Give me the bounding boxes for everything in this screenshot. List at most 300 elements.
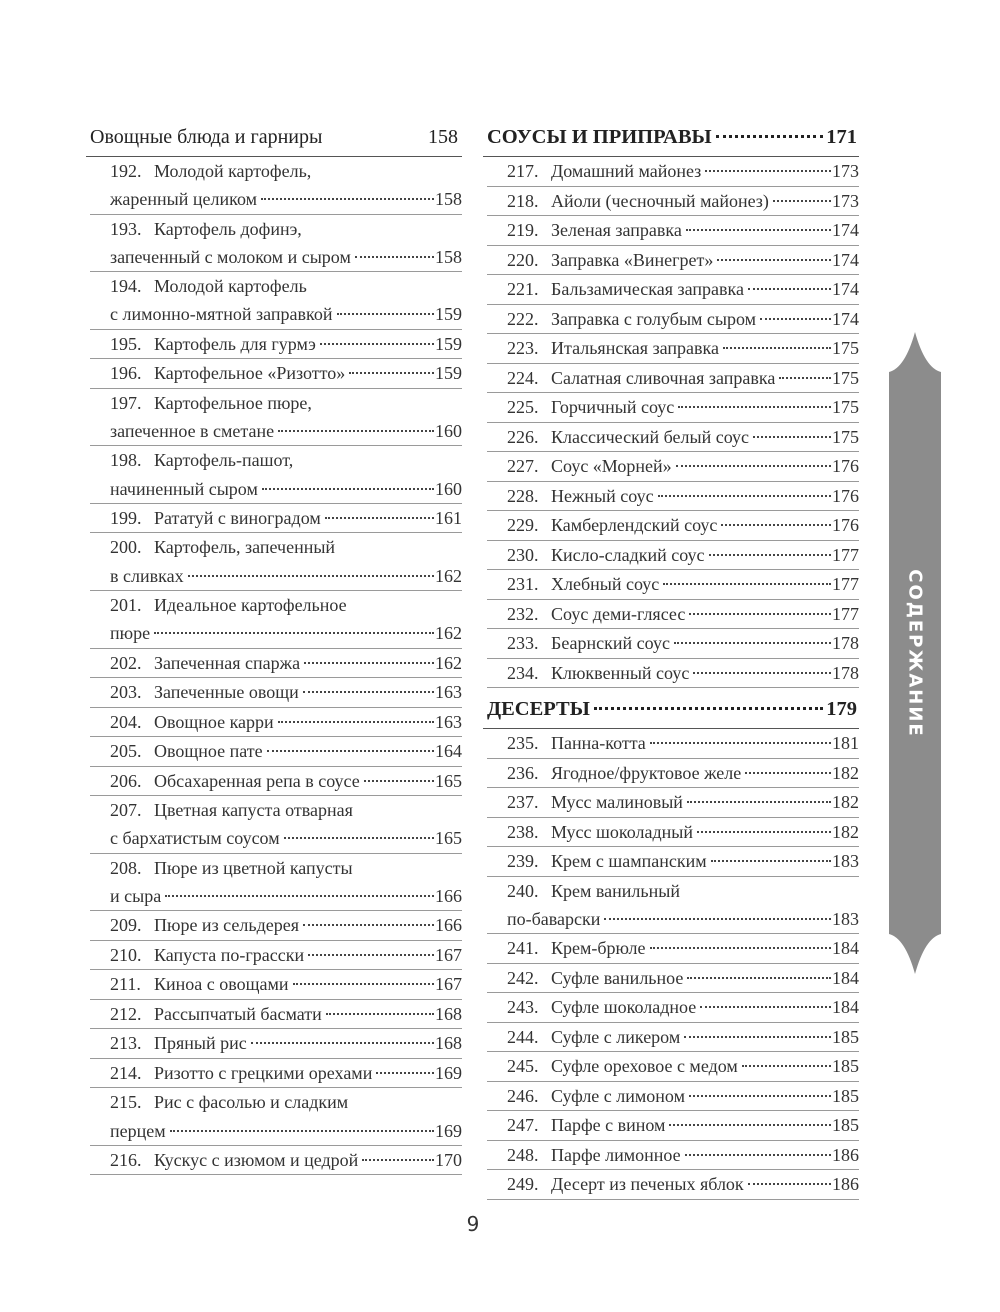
entry-title: Суфле с ликером (551, 1026, 681, 1047)
toc-entry (487, 482, 859, 512)
entry-title: Соус деми-глясес (551, 603, 686, 624)
toc-entry-line (507, 729, 859, 758)
entry-number: 206. (110, 770, 142, 791)
toc-entry-line (507, 759, 859, 788)
toc-entry (487, 334, 859, 364)
dot-leader (687, 977, 831, 979)
dot-leader (337, 313, 434, 315)
entry-title: Мусс малиновый (551, 792, 683, 812)
entry-number: 202. (110, 652, 142, 673)
toc-entry (487, 1052, 859, 1082)
dot-leader (689, 1095, 831, 1097)
entry-title: по-баварски (507, 908, 601, 929)
dot-leader (721, 524, 831, 526)
dot-leader (773, 200, 831, 202)
entry-number: 230. (507, 544, 539, 565)
entry-title: Овощное пате (154, 741, 263, 762)
entry-title: Рис с фасолью и сладким (154, 1092, 349, 1113)
entry-number: 228. (507, 485, 539, 506)
toc-entry-line (110, 767, 462, 796)
toc-entry-line (110, 417, 462, 445)
section-title: СОУСЫ И ПРИПРАВЫ (487, 126, 712, 148)
entry-number: 210. (110, 944, 142, 965)
entry-title: Суфле шоколадное (551, 997, 697, 1018)
toc-entry (487, 1111, 859, 1141)
toc-entry (90, 330, 462, 360)
entry-title: Бальзамическая заправка (551, 279, 744, 299)
dot-leader (251, 1042, 434, 1044)
dot-leader (650, 947, 831, 949)
entry-page: 178 (832, 633, 859, 653)
entry-number: 207. (110, 800, 142, 821)
toc-right-column (487, 124, 857, 1200)
entry-number: 195. (110, 333, 142, 354)
entry-title: Кускус с изюмом и цедрой (154, 1149, 359, 1170)
entry-title: Крем ванильный (551, 880, 680, 901)
toc-entry-line (507, 1111, 859, 1140)
entry-page: 170 (435, 1149, 462, 1170)
entry-title: Парфе лимонное (551, 1144, 681, 1165)
dot-leader (650, 742, 831, 744)
section-page: 171 (826, 126, 857, 148)
entry-number: 223. (507, 338, 539, 358)
entry-number: 192. (110, 161, 142, 181)
entry-page: 174 (832, 308, 859, 329)
entry-page: 186 (832, 1144, 859, 1165)
dot-leader (684, 1036, 831, 1038)
entry-page: 159 (435, 304, 462, 325)
section-title: ДЕСЕРТЫ (487, 698, 590, 720)
entry-page: 185 (832, 1115, 859, 1136)
toc-entry-line (110, 272, 462, 300)
dot-leader (293, 983, 435, 985)
toc-entry-line (507, 570, 859, 599)
entry-number: 217. (507, 161, 539, 181)
toc-entry (487, 452, 859, 482)
toc-entry-line (110, 300, 462, 328)
entry-title: перцем (110, 1120, 166, 1141)
entry-number: 215. (110, 1092, 142, 1113)
dot-leader (364, 780, 434, 782)
toc-entry-line (110, 157, 462, 185)
toc-entry (90, 389, 462, 447)
entry-number: 221. (507, 279, 539, 299)
section-page: 158 (428, 126, 458, 148)
toc-entry-list (483, 728, 859, 1200)
dot-leader (669, 1124, 831, 1126)
entry-title: жаренный целиком (110, 189, 258, 210)
dot-leader (376, 1072, 434, 1074)
entry-number: 196. (110, 363, 142, 384)
entry-number: 227. (507, 456, 539, 476)
dot-leader (326, 1013, 434, 1015)
entry-title: Домашний майонез (551, 161, 702, 181)
entry-title: Цветная капуста отварная (154, 800, 353, 821)
toc-entry-line (110, 1029, 462, 1058)
entry-number: 224. (507, 367, 539, 388)
toc-entry-line (507, 334, 859, 363)
toc-entry (487, 964, 859, 994)
toc-entry-line (507, 877, 859, 905)
entry-number: 203. (110, 682, 142, 703)
dot-leader (687, 801, 831, 803)
entry-page: 182 (832, 821, 859, 842)
toc-entry-line (507, 905, 859, 933)
dot-leader (697, 831, 831, 833)
entry-page: 163 (435, 711, 462, 732)
entry-title: Картофельное пюре, (154, 392, 312, 413)
entry-number: 199. (110, 507, 142, 528)
entry-title: Овощное карри (154, 711, 274, 732)
entry-number: 233. (507, 633, 539, 653)
dot-leader (284, 837, 434, 839)
toc-entry (487, 1170, 859, 1200)
entry-number: 248. (507, 1144, 539, 1165)
toc-entry-line (110, 389, 462, 417)
entry-page: 159 (435, 363, 462, 384)
dot-leader (278, 721, 434, 723)
entry-page: 185 (832, 1056, 859, 1077)
toc-entry-line (507, 1141, 859, 1170)
entry-title: Пюре из цветной капусты (154, 857, 353, 878)
entry-page: 185 (832, 1085, 859, 1106)
entry-page: 182 (832, 792, 859, 812)
toc-entry-line (507, 511, 859, 540)
entry-title: Картофель для гурмэ (154, 333, 316, 354)
entry-page: 167 (435, 944, 462, 965)
dot-leader (355, 256, 434, 258)
dot-leader (303, 924, 434, 926)
entry-number: 216. (110, 1149, 142, 1170)
toc-entry (487, 511, 859, 541)
toc-entry-line (507, 246, 859, 275)
entry-number: 245. (507, 1056, 539, 1077)
entry-page: 177 (832, 544, 859, 565)
dot-leader (188, 575, 434, 577)
toc-entry (90, 157, 462, 215)
toc-entry-list (483, 156, 859, 688)
entry-title: Салатная сливочная заправка (551, 367, 776, 388)
entry-number: 193. (110, 218, 142, 239)
entry-number: 194. (110, 276, 142, 297)
toc-entry-line (110, 591, 462, 619)
toc-entry-line (507, 1023, 859, 1052)
entry-page: 184 (832, 997, 859, 1018)
entry-title: Мусс шоколадный (551, 821, 693, 842)
dot-leader (154, 632, 434, 634)
entry-page: 178 (832, 662, 859, 683)
entry-number: 204. (110, 711, 142, 732)
entry-title: Картофель дофинэ, (154, 218, 302, 239)
toc-entry-line (110, 619, 462, 647)
entry-title: Панна-котта (551, 733, 646, 753)
entry-page: 163 (435, 682, 462, 703)
entry-title: запеченный с молоком и сыром (110, 246, 351, 267)
toc-entry-line (507, 216, 859, 245)
dot-leader (685, 1154, 831, 1156)
entry-title: Заправка с голубым сыром (551, 308, 757, 329)
entry-number: 231. (507, 574, 539, 594)
toc-entry (487, 1082, 859, 1112)
entry-page: 167 (435, 974, 462, 995)
entry-title: Крем-брюле (551, 938, 646, 959)
toc-entry-line (507, 847, 859, 876)
dot-leader (711, 860, 831, 862)
entry-title: Молодой картофель (154, 276, 307, 297)
toc-entry (487, 246, 859, 276)
toc-entry (487, 216, 859, 246)
dot-leader (594, 707, 823, 710)
toc-entry-line (507, 629, 859, 658)
toc-entry-line (110, 649, 462, 678)
entry-page: 165 (435, 828, 462, 849)
dot-leader (717, 259, 831, 261)
toc-entry-line (507, 1052, 859, 1081)
entry-page: 162 (435, 623, 462, 644)
entry-number: 198. (110, 450, 142, 471)
toc-entry-line (507, 1170, 859, 1199)
toc-entry (487, 788, 859, 818)
toc-entry (90, 359, 462, 389)
entry-number: 201. (110, 595, 142, 616)
entry-number: 208. (110, 857, 142, 878)
entry-number: 232. (507, 603, 539, 624)
entry-title: Нежный соус (551, 485, 654, 506)
entry-title: Киноа с овощами (154, 974, 289, 995)
page-number: 9 (466, 1212, 480, 1236)
toc-entry (90, 854, 462, 912)
toc-entry (90, 504, 462, 534)
entry-number: 209. (110, 915, 142, 936)
dot-leader (748, 288, 831, 290)
toc-entry (487, 877, 859, 935)
toc-entry-line (507, 187, 859, 216)
entry-number: 200. (110, 537, 142, 558)
toc-entry-line (110, 708, 462, 737)
entry-title: с лимонно-мятной заправкой (110, 304, 333, 325)
toc-entry (90, 970, 462, 1000)
dot-leader (723, 347, 831, 349)
toc-entry (90, 796, 462, 854)
dot-leader (779, 377, 831, 379)
entry-page: 158 (435, 189, 462, 210)
entry-page: 162 (435, 565, 462, 586)
entry-title: Рататуй с виноградом (154, 507, 321, 528)
dot-leader (705, 170, 831, 172)
entry-title: начиненный сыром (110, 478, 258, 499)
toc-entry-line (507, 934, 859, 963)
dot-leader (278, 430, 434, 432)
entry-title: Камберлендский соус (551, 515, 718, 535)
entry-title: Горчичный соус (551, 397, 675, 417)
dot-leader (261, 198, 434, 200)
toc-entry-line (507, 452, 859, 481)
toc-entry (90, 1088, 462, 1146)
toc-entry (487, 423, 859, 453)
entry-title: пюре (110, 623, 151, 644)
dot-leader (760, 318, 831, 320)
dot-leader (262, 488, 434, 490)
toc-entry (487, 659, 859, 689)
entry-title: и сыра (110, 886, 162, 907)
dot-leader (742, 1065, 831, 1067)
entry-page: 175 (832, 426, 859, 447)
entry-title: Айоли (чесночный майонез) (551, 190, 769, 211)
side-tab-label: СОДЕРЖАНИЕ (904, 568, 926, 738)
entry-title: Обсахаренная репа в соусе (154, 770, 360, 791)
dot-leader (716, 135, 824, 138)
toc-entry (90, 591, 462, 649)
entry-number: 219. (507, 220, 539, 240)
entry-number: 249. (507, 1174, 539, 1195)
toc-entry (90, 533, 462, 591)
toc-entry-line (110, 824, 462, 852)
toc-entry-line (507, 364, 859, 393)
entry-page: 166 (435, 886, 462, 907)
entry-page: 166 (435, 915, 462, 936)
toc-entry (487, 305, 859, 335)
entry-page: 176 (832, 515, 859, 535)
toc-entry-line (110, 562, 462, 590)
toc-entry (90, 1000, 462, 1030)
entry-page: 183 (832, 908, 859, 929)
toc-entry (90, 708, 462, 738)
dot-leader (308, 954, 434, 956)
entry-page: 181 (832, 733, 859, 753)
dot-leader (362, 1159, 434, 1161)
entry-page: 182 (832, 762, 859, 783)
entry-number: 236. (507, 762, 539, 783)
entry-number: 226. (507, 426, 539, 447)
dot-leader (748, 1183, 831, 1185)
entry-title: Беарнский соус (551, 633, 670, 653)
entry-title: Картофельное «Ризотто» (154, 363, 346, 384)
entry-title: Идеальное картофельное (154, 595, 347, 616)
toc-entry-line (507, 600, 859, 629)
toc-entry-line (110, 504, 462, 533)
entry-page: 175 (832, 367, 859, 388)
toc-entry (487, 847, 859, 877)
dot-leader (700, 1006, 831, 1008)
toc-entry (487, 364, 859, 394)
toc-entry-line (110, 737, 462, 766)
entry-title: Суфле ванильное (551, 967, 684, 988)
toc-entry-line (110, 330, 462, 359)
toc-entry-line (110, 1059, 462, 1088)
entry-number: 218. (507, 190, 539, 211)
toc-entry-line (507, 1082, 859, 1111)
entry-number: 214. (110, 1062, 142, 1083)
entry-page: 185 (832, 1026, 859, 1047)
toc-entry-line (110, 243, 462, 271)
entry-title: Десерт из печеных яблок (551, 1174, 744, 1195)
entry-number: 246. (507, 1085, 539, 1106)
entry-number: 225. (507, 397, 539, 417)
toc-entry-line (507, 788, 859, 817)
entry-title: Парфе с вином (551, 1115, 666, 1136)
toc-entry-line (507, 659, 859, 688)
entry-title: Классический белый соус (551, 426, 749, 447)
entry-page: 184 (832, 938, 859, 959)
entry-title: Крем с шампанским (551, 851, 707, 871)
toc-entry-line (110, 854, 462, 882)
entry-page: 174 (832, 220, 859, 240)
entry-number: 205. (110, 741, 142, 762)
toc-entry-line (110, 678, 462, 707)
entry-title: Ризотто с грецкими орехами (154, 1062, 373, 1083)
entry-page: 183 (832, 851, 859, 871)
entry-title: Молодой картофель, (154, 161, 312, 181)
dot-leader (170, 1130, 434, 1132)
entry-title: Капуста по-грасски (154, 944, 305, 965)
dot-leader (689, 613, 831, 615)
toc-entry (487, 541, 859, 571)
entry-page: 175 (832, 338, 859, 358)
toc-entry-line (507, 423, 859, 452)
entry-title: Зеленая заправка (551, 220, 682, 240)
entry-number: 238. (507, 821, 539, 842)
entry-page: 159 (435, 333, 462, 354)
toc-entry-line (110, 882, 462, 910)
entry-number: 212. (110, 1003, 142, 1024)
entry-title: Суфле с лимоном (551, 1085, 685, 1106)
entry-title: Заправка «Винегрет» (551, 249, 714, 270)
toc-entry-line (110, 1000, 462, 1029)
entry-page: 169 (435, 1062, 462, 1083)
entry-title: Пюре из сельдерея (154, 915, 299, 936)
entry-title: в сливках (110, 565, 184, 586)
entry-number: 242. (507, 967, 539, 988)
toc-entry (487, 187, 859, 217)
toc-entry (90, 1146, 462, 1176)
toc-entry (487, 1141, 859, 1171)
toc-entry (487, 1023, 859, 1053)
entry-number: 229. (507, 515, 539, 535)
toc-entry (90, 767, 462, 797)
toc-entry-line (507, 305, 859, 334)
dot-leader (267, 750, 434, 752)
toc-entry (487, 934, 859, 964)
entry-page: 175 (832, 397, 859, 417)
toc-entry-line (507, 818, 859, 847)
toc-entry-line (507, 157, 859, 186)
dot-leader (745, 772, 831, 774)
section-heading (487, 696, 857, 722)
entry-number: 220. (507, 249, 539, 270)
entry-page: 174 (832, 279, 859, 299)
side-tab (889, 332, 941, 974)
entry-page: 177 (832, 574, 859, 594)
toc-entry (487, 600, 859, 630)
toc-entry-list (86, 156, 462, 1175)
entry-number: 239. (507, 851, 539, 871)
toc-entry-line (507, 482, 859, 511)
dot-leader (709, 554, 831, 556)
toc-entry (90, 1029, 462, 1059)
dot-leader (304, 662, 434, 664)
section-page: 179 (826, 698, 857, 720)
entry-page: 165 (435, 770, 462, 791)
toc-entry-line (110, 359, 462, 388)
entry-page: 160 (435, 421, 462, 442)
toc-entry-line (507, 541, 859, 570)
entry-page: 184 (832, 967, 859, 988)
toc-entry (90, 649, 462, 679)
toc-entry-line (110, 533, 462, 561)
toc-entry-line (110, 941, 462, 970)
dot-leader (349, 372, 434, 374)
entry-number: 213. (110, 1033, 142, 1054)
